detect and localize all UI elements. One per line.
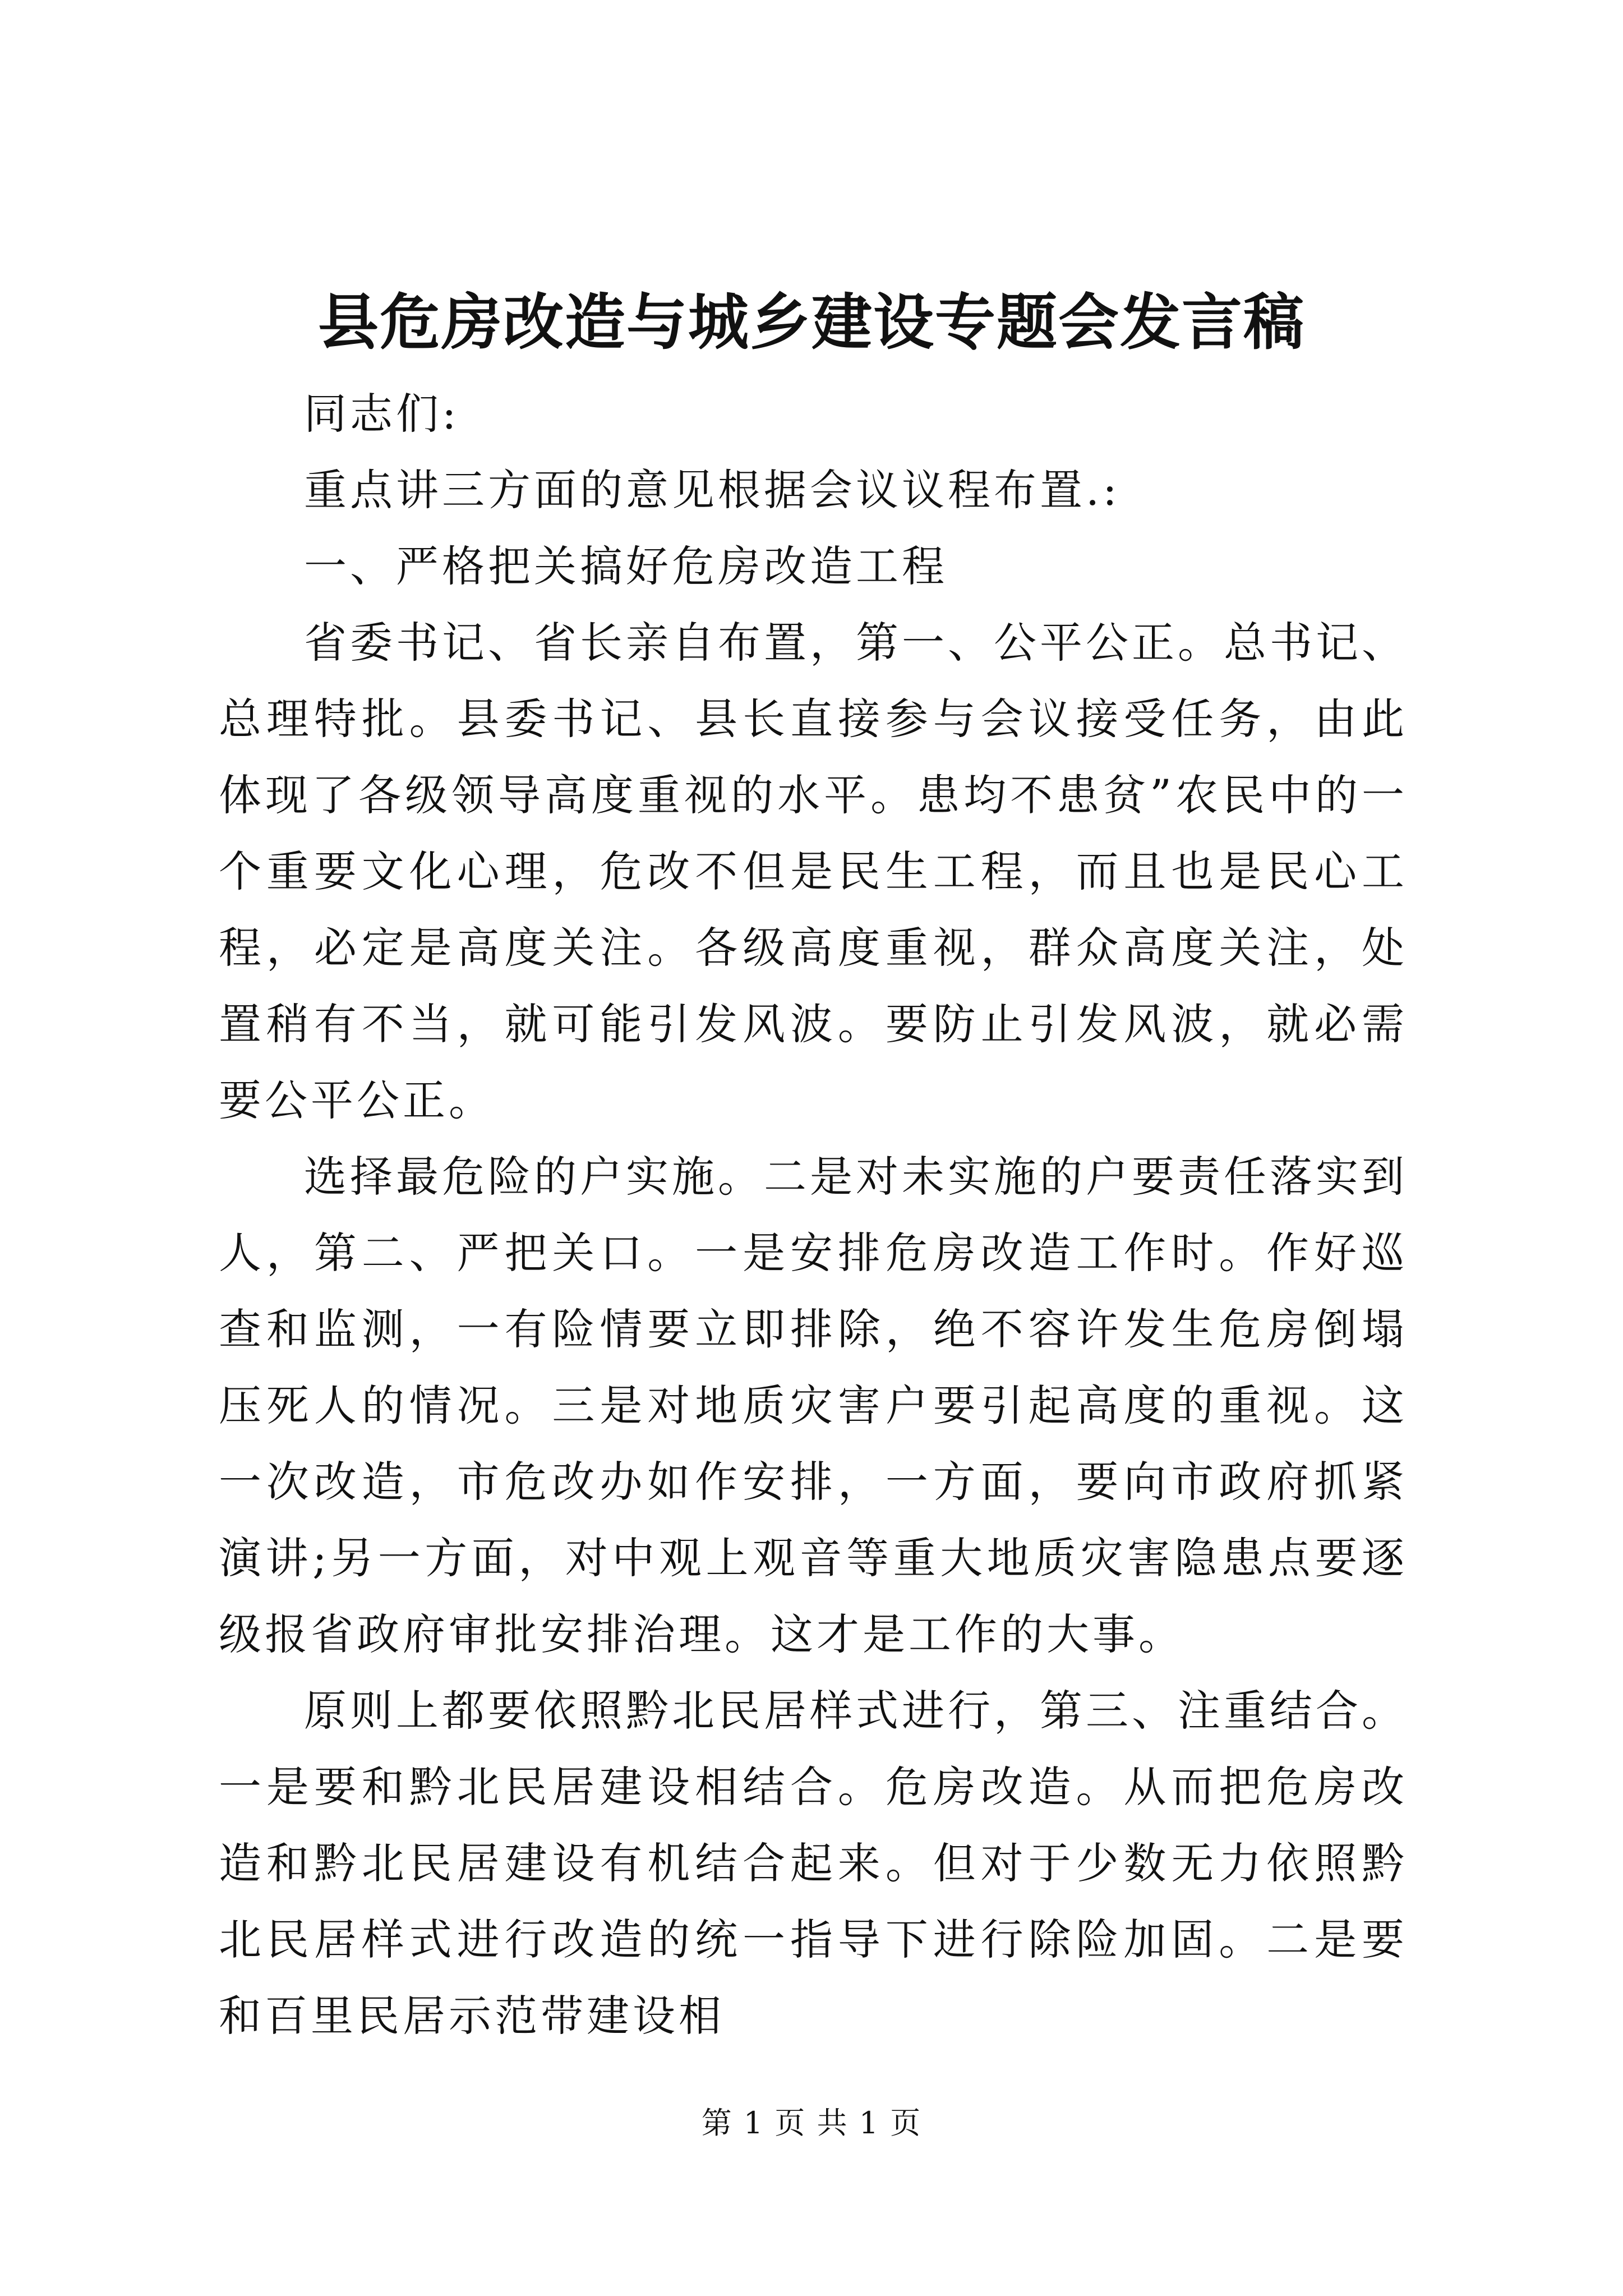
paragraph-body: 选择最危险的户实施。二是对未实施的户要责任落实到人，第二、严把关口。一是安排危房改造工作时。作好巡查和监测，一有险情要立即排除，绝不容许发生危房倒塌压死人的情况。三是对地质灾害户要引起高度的重视。这一次改造，市危改办如作安排，一方面，要向市政府抓紧演讲;另一方面，对中观上观音等重大地质灾害隐患点要逐级报省政府审批安排治理。这才是工作的大事。: [219, 1152, 1408, 1659]
paragraph-body: 原则上都要依照黔北民居样式进行，第三、注重结合。一是要和黔北民居建设相结合。危房改造。从而把危房改造和黔北民居建设有机结合起来。但对于少数无力依照黔北民居样式进行改造的统一指导下进行除险加固。二是要和百里民居示范带建设相: [219, 1686, 1408, 2041]
paragraph-intro: 重点讲三方面的意见根据会议议程布置.:: [304, 465, 1121, 515]
document-title: 县危房改造与城乡建设专题会发言稿: [317, 287, 1305, 358]
document-body: [219, 376, 1408, 2054]
paragraph-body: 省委书记、省长亲自布置，第一、公平公正。总书记、总理特批。县委书记、县长直接参与会议接受任务，由此体现了各级领导高度重视的水平。患均不患贫”农民中的一个重要文化心理，危改不但是民生工程，而且也是民心工程，必定是高度关注。各级高度重视，群众高度关注，处置稍有不当，就可能引发风波。要防止引发风波，就必需要公平公正。: [219, 618, 1408, 1125]
section-heading: 一、严格把关搞好危房改造工程: [304, 541, 948, 591]
page-number-footer: 第 1 页 共 1 页: [701, 2105, 922, 2141]
paragraph-salutation: 同志们:: [304, 389, 460, 439]
